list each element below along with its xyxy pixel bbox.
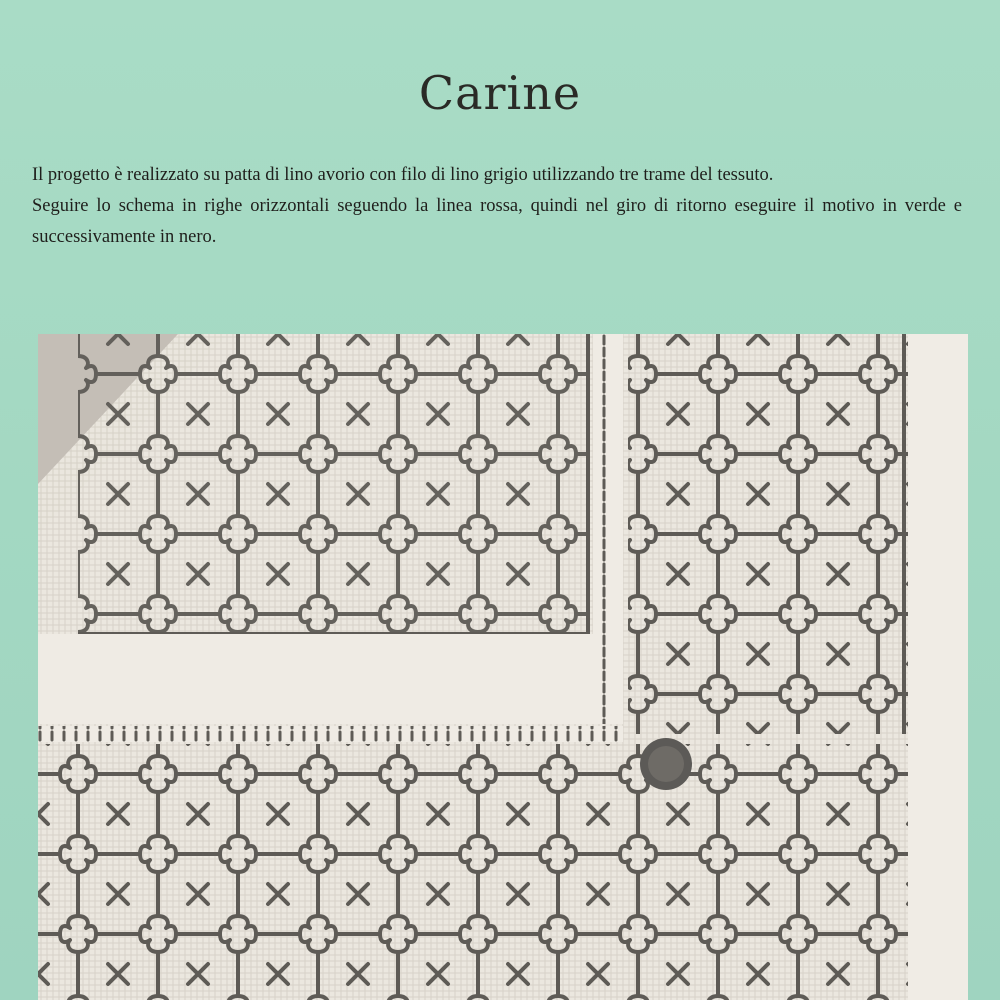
right-motif-panel bbox=[628, 334, 908, 734]
upper-left-motif-panel bbox=[78, 334, 588, 634]
paragraph-materials: Il progetto è realizzato su patta di lino avorio con filo di lino grigio utilizzando tre trame del tessuto. bbox=[32, 165, 774, 185]
embroidery-illustration bbox=[38, 334, 968, 1000]
hemstitch-vertical bbox=[598, 334, 614, 724]
page-title: Carine bbox=[418, 66, 582, 120]
embroidery-photo bbox=[38, 334, 968, 1000]
instructions-text bbox=[32, 160, 962, 253]
lower-motif-panel bbox=[38, 744, 908, 1000]
paragraph-steps: Seguire lo schema in righe orizzontali seguendo la linea rossa, quindi nel giro di ritorno eseguire il motivo in verde e successivamente in nero. bbox=[32, 196, 962, 247]
plain-linen-border bbox=[38, 634, 618, 724]
hemstitch-horizontal bbox=[38, 726, 623, 742]
